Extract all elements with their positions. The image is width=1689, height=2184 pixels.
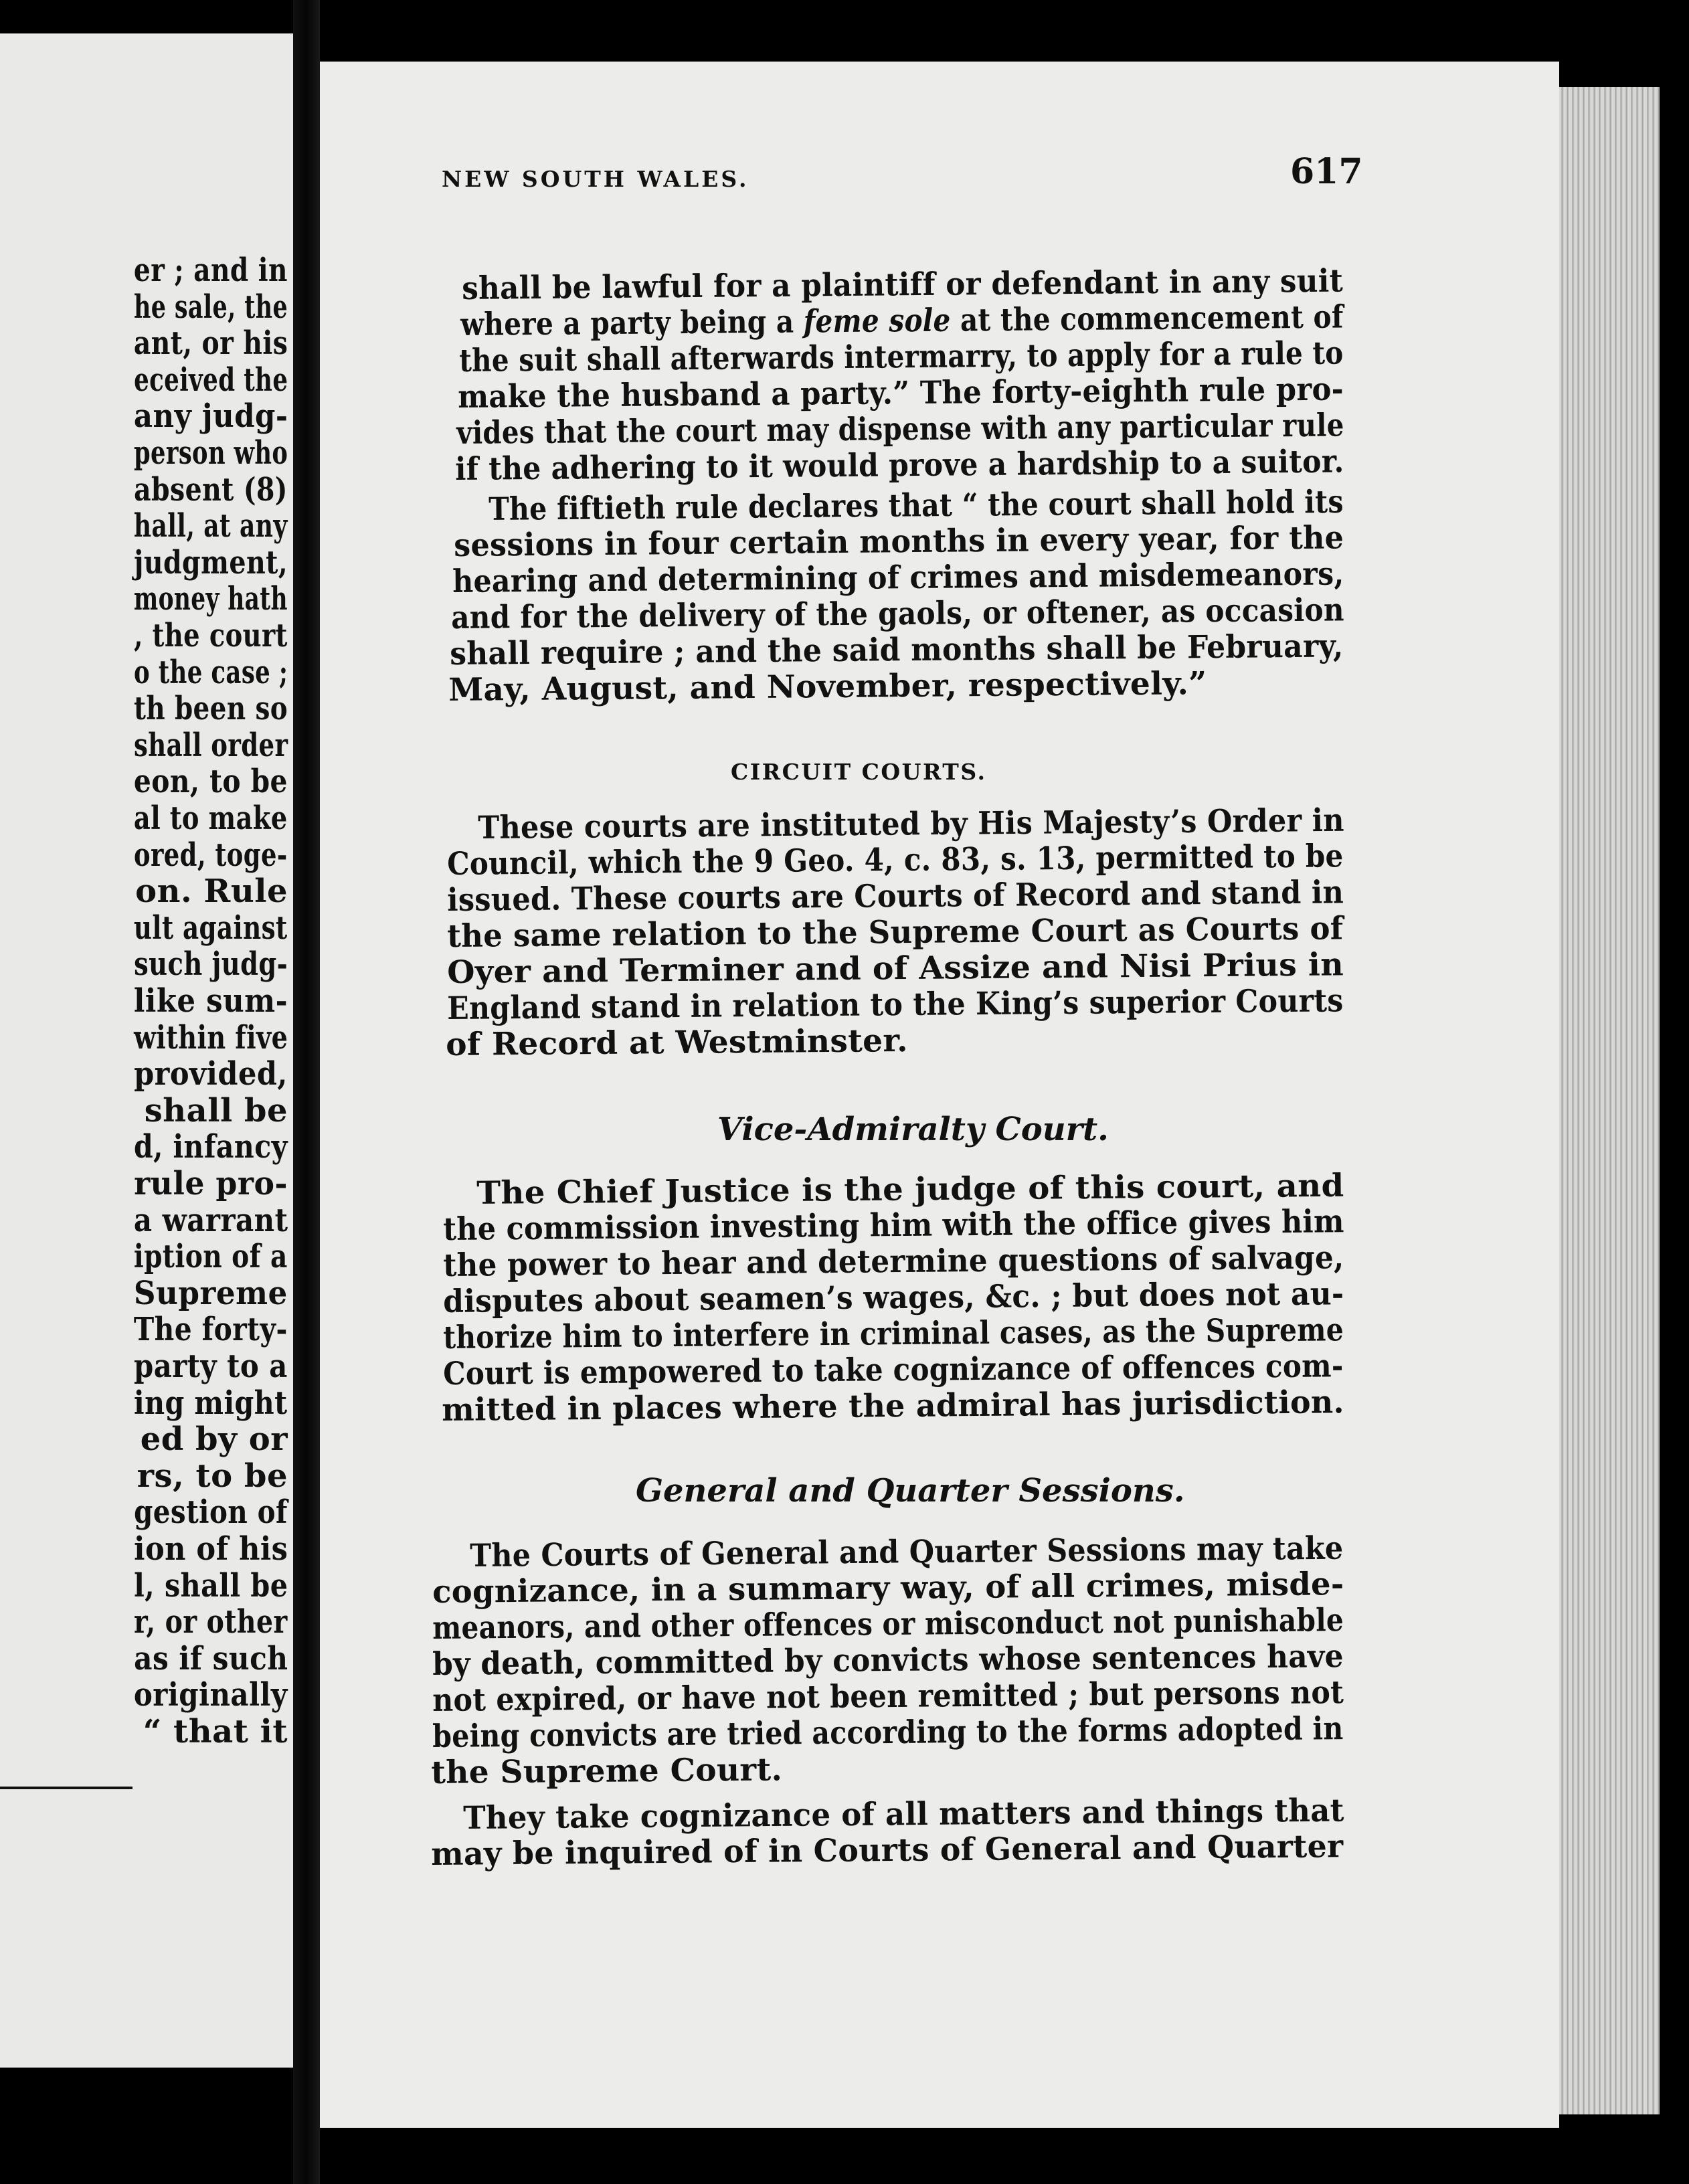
facing-page-line: he sale, the (133, 288, 288, 326)
text-span: where a party being a (460, 303, 804, 343)
text-line: vides that the court may dispense with any particular rule (456, 407, 1344, 452)
text-line: thorize him to interfere in criminal cases, as the Supreme (442, 1311, 1344, 1356)
facing-page-line: judgment, (134, 543, 288, 581)
facing-page-line: Supreme (134, 1274, 288, 1312)
text-line: being convicts are tried according to the forms adopted in (432, 1710, 1344, 1755)
facing-page-line: ant, or his (133, 325, 288, 363)
facing-page-line: , the court (134, 617, 288, 654)
facing-page-line: r, or other (134, 1603, 288, 1641)
italic-term: feme sole (803, 302, 951, 341)
facing-page-line: eon, to be (134, 763, 288, 801)
text-line: disputes about seamen’s wages, &c. ; but does not au- (442, 1275, 1344, 1320)
text-line: shall require ; and the said months shall be February, (449, 628, 1344, 672)
text-line: hearing and determining of crimes and misdemeanors, (452, 555, 1344, 600)
text-line: and for the delivery of the gaols, or oftener, as occasion (450, 592, 1345, 636)
page-number: 617 (1290, 151, 1363, 192)
facing-page-line: er ; and in (133, 252, 288, 289)
text-line: These courts are instituted by His Majesty’s Order in (477, 802, 1344, 846)
facing-page-line: al to make (134, 800, 288, 837)
facing-page-line: ored, toge- (134, 836, 288, 874)
text-line: Court is empowered to take cognizance of offences com- (442, 1348, 1344, 1392)
facing-page-line: gestion of (134, 1493, 288, 1532)
text-line: meanors, and other offences or misconduct not punishable (432, 1602, 1344, 1647)
facing-page-line: on. Rule (135, 873, 288, 911)
text-line: Council, which the 9 Geo. 4, c. 83, s. 13, permitted to be (446, 838, 1344, 883)
facing-page-line: ion of his (133, 1530, 288, 1568)
text-line: issued. These courts are Courts of Record and stand in (446, 874, 1344, 919)
text-line: the Supreme Court. (430, 1751, 783, 1791)
text-line: Oyer and Terminer and of Assize and Nisi Prius in (446, 946, 1344, 991)
facing-page-line: The forty- (134, 1311, 288, 1349)
facing-page-line: originally (134, 1676, 288, 1714)
text-line: by death, committed by convicts whose sentences have (432, 1638, 1344, 1683)
text-line: May, August, and November, respectively.” (448, 665, 1207, 709)
section-heading-general-quarter-sessions: General and Quarter Sessions. (636, 1472, 1185, 1510)
text-line: may be inquired of in Courts of General and Quarter (430, 1828, 1344, 1873)
page-fore-edge (1559, 87, 1660, 2114)
text-line: The Courts of General and Quarter Sessions may take (469, 1530, 1344, 1574)
facing-page-line: d, infancy (134, 1128, 288, 1166)
facing-page-line: like sum- (133, 982, 288, 1020)
facing-page-line: shall order (133, 726, 288, 764)
running-head: NEW SOUTH WALES. (442, 166, 749, 192)
facing-page-line: absent (8) (134, 470, 288, 509)
text-line: the suit shall afterwards intermarry, to apply for a rule to (458, 335, 1344, 379)
facing-page-line: l, shall be (133, 1566, 288, 1605)
text-span: at the commencement of (950, 298, 1344, 339)
text-line: cognizance, in a summary way, of all crimes, misde- (432, 1566, 1344, 1611)
facing-page-line: party to a (134, 1348, 288, 1385)
facing-page-line: eceived the (133, 361, 288, 399)
text-line: England stand in relation to the King’s superior Courts (446, 982, 1344, 1027)
facing-page-line: ing might (134, 1384, 288, 1422)
text-line: of Record at Westminster. (445, 1022, 908, 1063)
section-heading-circuit-courts: CIRCUIT COURTS. (731, 759, 987, 785)
edge-shadow (1660, 87, 1689, 2114)
text-line: the commission investing him with the office gives him (442, 1203, 1344, 1248)
facing-page-line: provided, (134, 1055, 288, 1093)
facing-page-line: o the case ; (133, 653, 288, 691)
facing-page-line: such judg- (134, 945, 288, 984)
facing-page-line: shall be (144, 1091, 288, 1129)
text-line: if the adhering to it would prove a hardship to a suitor. (454, 443, 1344, 488)
book-gutter (293, 0, 320, 2184)
text-line: The Chief Justice is the judge of this court, and (476, 1167, 1344, 1212)
facing-page-line: “ that it (143, 1713, 288, 1750)
facing-page-line: rs, to be (137, 1457, 288, 1495)
facing-page-line: iption of a (134, 1238, 288, 1276)
facing-page-line: hall, at any (134, 507, 288, 545)
facing-page-line: ult against (134, 909, 288, 947)
facing-page-line: a warrant (133, 1201, 288, 1239)
facing-page-line: th been so (133, 690, 288, 728)
text-line: shall be lawful for a plaintiff or defendant in any suit (461, 262, 1344, 307)
text-line (460, 298, 1344, 343)
text-line: They take cognizance of all matters and things that (462, 1792, 1344, 1837)
text-line: sessions in four certain months in every year, for the (453, 519, 1344, 564)
facing-page-left (0, 33, 293, 2068)
facing-page-line: within five (133, 1018, 288, 1057)
text-line: the same relation to the Supreme Court as Courts of (446, 910, 1344, 955)
facing-page-line: as if such (133, 1639, 288, 1677)
text-line: make the husband a party.” The forty-eighth rule pro- (457, 371, 1344, 416)
text-line: The fiftieth rule declares that “ the court shall hold its (488, 483, 1344, 528)
facing-page-line: rule pro- (134, 1165, 288, 1202)
facing-page-line: money hath (133, 580, 288, 618)
footnote-rule (0, 1787, 132, 1789)
text-line: not expired, or have not been remitted ; but persons not (432, 1674, 1344, 1719)
text-line: mitted in places where the admiral has jurisdiction. (441, 1384, 1344, 1429)
facing-page-line: any judg- (133, 397, 288, 436)
section-heading-vice-admiralty: Vice-Admiralty Court. (717, 1111, 1109, 1148)
facing-page-line: ed by or (140, 1421, 288, 1459)
facing-page-line: person who (133, 434, 288, 472)
text-line: the power to hear and determine questions of salvage, (442, 1239, 1344, 1284)
